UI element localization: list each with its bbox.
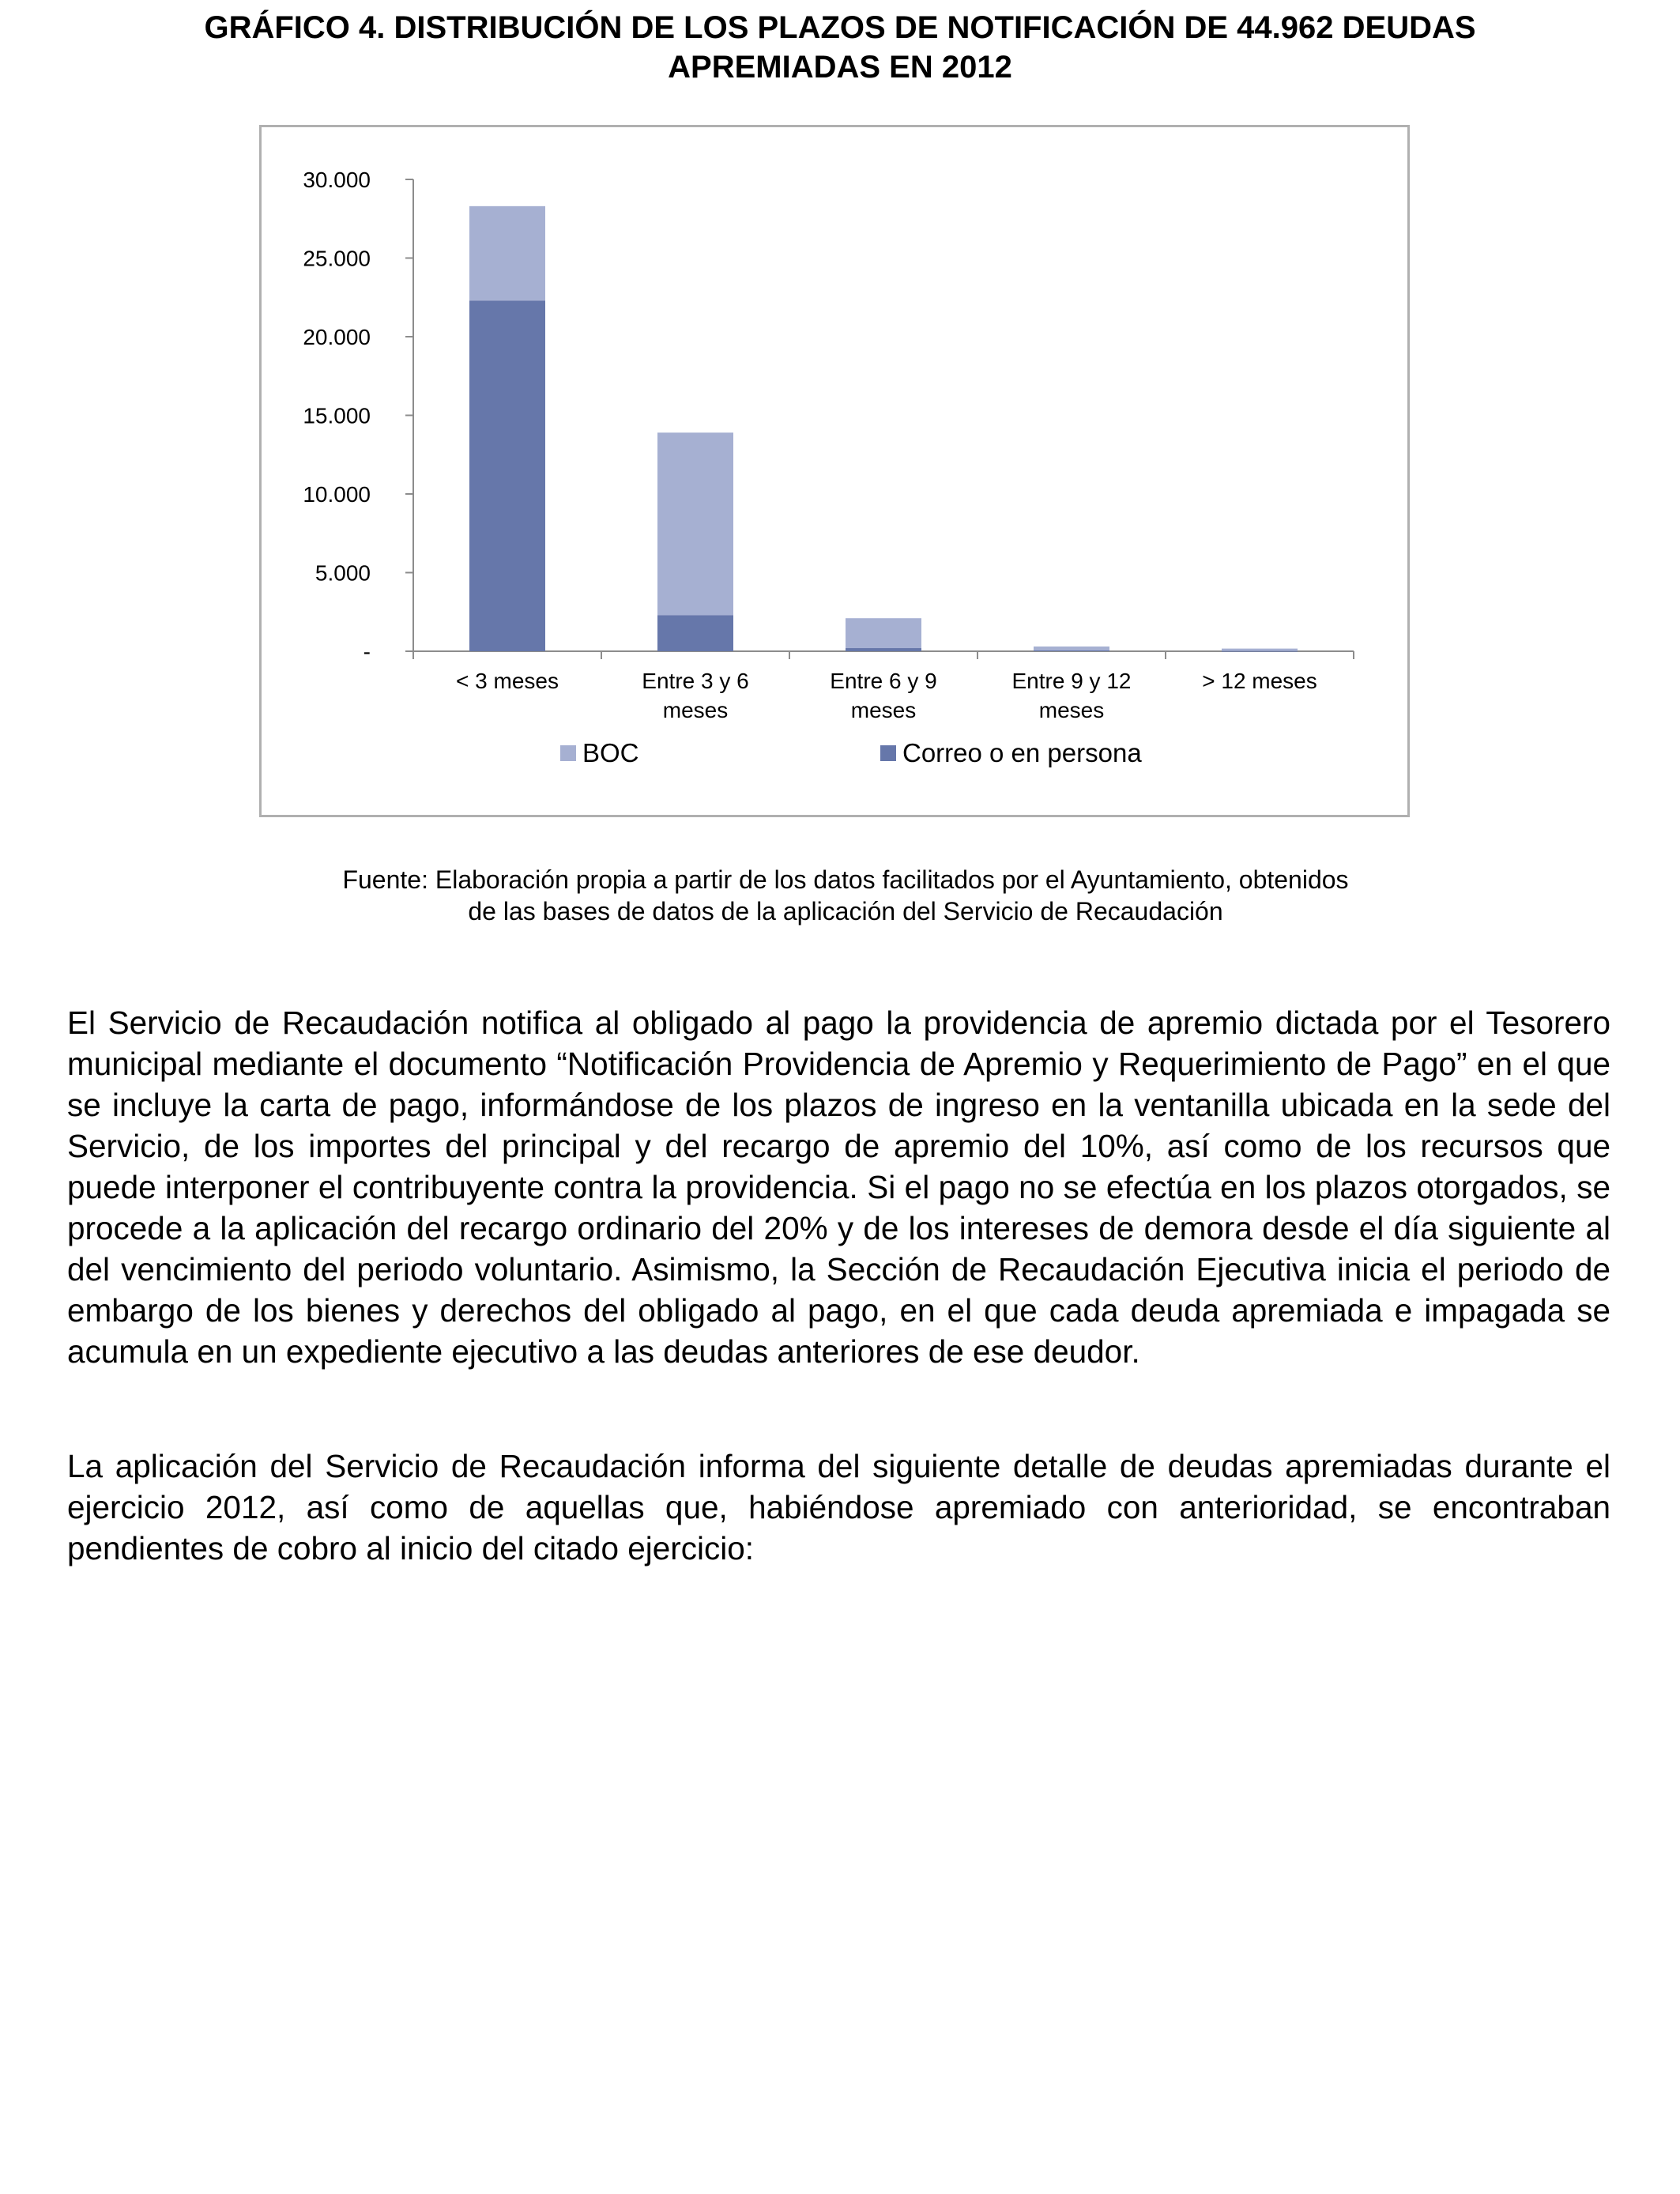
x-tick-label: Entre 6 y 9 meses (830, 669, 937, 722)
bar-correo-o-en-persona-4 (1034, 650, 1109, 651)
bar-boc-5 (1222, 649, 1298, 651)
x-tick-label: < 3 meses (456, 669, 559, 693)
chart-title-line-1: GRÁFICO 4. DISTRIBUCIÓN DE LOS PLAZOS DE NOTIFICACIÓN DE 44.962 DEUDAS (204, 10, 1476, 45)
bar-correo-o-en-persona-1 (469, 300, 545, 651)
body-paragraph-1: El Servicio de Recaudación notifica al obligado al pago la providencia de apremio dictada por el Tesorero municipal mediante el documento “Notificación Providencia de Apremio y Requerimiento de Pago” en el que se incluye la carta de pago, informándose de los plazos de ingreso en la ventanilla ubicada en la sede del Servicio, de los importes del principal y del recargo de apremio del 10%, así como de los recursos que puede interponer el contribuyente contra la providencia. Si el pago no se efectúa en los plazos otorgados, se procede a la aplicación del recargo ordinario del 20% y de los intereses de demora desde el día siguiente al del vencimiento del periodo voluntario. Asimismo, la Sección de Recaudación Ejecutiva inicia el periodo de embargo de los bienes y derechos del obligado al pago, en el que cada deuda apremiada e impagada se acumula en un expediente ejecutivo a las deudas anteriores de ese deudor. (67, 1004, 1610, 1370)
y-tick-label: 15.000 (303, 403, 371, 428)
chart-frame (259, 125, 1410, 817)
body-paragraph-2: La aplicación del Servicio de Recaudación informa del siguiente detalle de deudas apremiadas durante el ejercicio 2012, así como de aquellas que, habiéndose apremiado con anterioridad, se encontraban pendientes de cobro al inicio del citado ejercicio: (67, 1447, 1610, 1566)
y-tick-label: 10.000 (303, 482, 371, 507)
y-tick-label: 25.000 (303, 246, 371, 271)
chart-title (71, 8, 1609, 87)
stacked-bar-chart (262, 127, 1407, 815)
x-tick-label: > 12 meses (1202, 669, 1317, 693)
y-tick-label: 5.000 (315, 560, 371, 586)
bar-boc-2 (657, 432, 733, 615)
legend-swatch-1 (560, 745, 576, 761)
y-tick-label: 30.000 (303, 168, 371, 192)
bar-boc-4 (1034, 647, 1109, 650)
y-tick-label: 20.000 (303, 325, 371, 349)
bar-correo-o-en-persona-5 (1222, 651, 1298, 652)
source-note-line-1: Fuente: Elaboración propia a partir de los datos facilitados por el Ayuntamiento, obtenidos (342, 865, 1349, 894)
bar-correo-o-en-persona-2 (657, 615, 733, 651)
legend-label-2: Correo o en persona (902, 738, 1142, 767)
bar-boc-3 (846, 618, 921, 648)
source-note (174, 864, 1517, 927)
y-tick-label: - (363, 639, 371, 664)
bar-boc-1 (469, 206, 545, 300)
legend-swatch-2 (880, 745, 896, 761)
chart-title-line-2: APREMIADAS EN 2012 (668, 50, 1012, 85)
bar-correo-o-en-persona-3 (846, 648, 921, 651)
legend-label-1: BOC (582, 738, 639, 767)
source-note-line-2: de las bases de datos de la aplicación del Servicio de Recaudación (468, 897, 1223, 925)
x-tick-label: Entre 9 y 12 meses (1011, 669, 1132, 722)
x-tick-label: Entre 3 y 6 meses (642, 669, 749, 722)
